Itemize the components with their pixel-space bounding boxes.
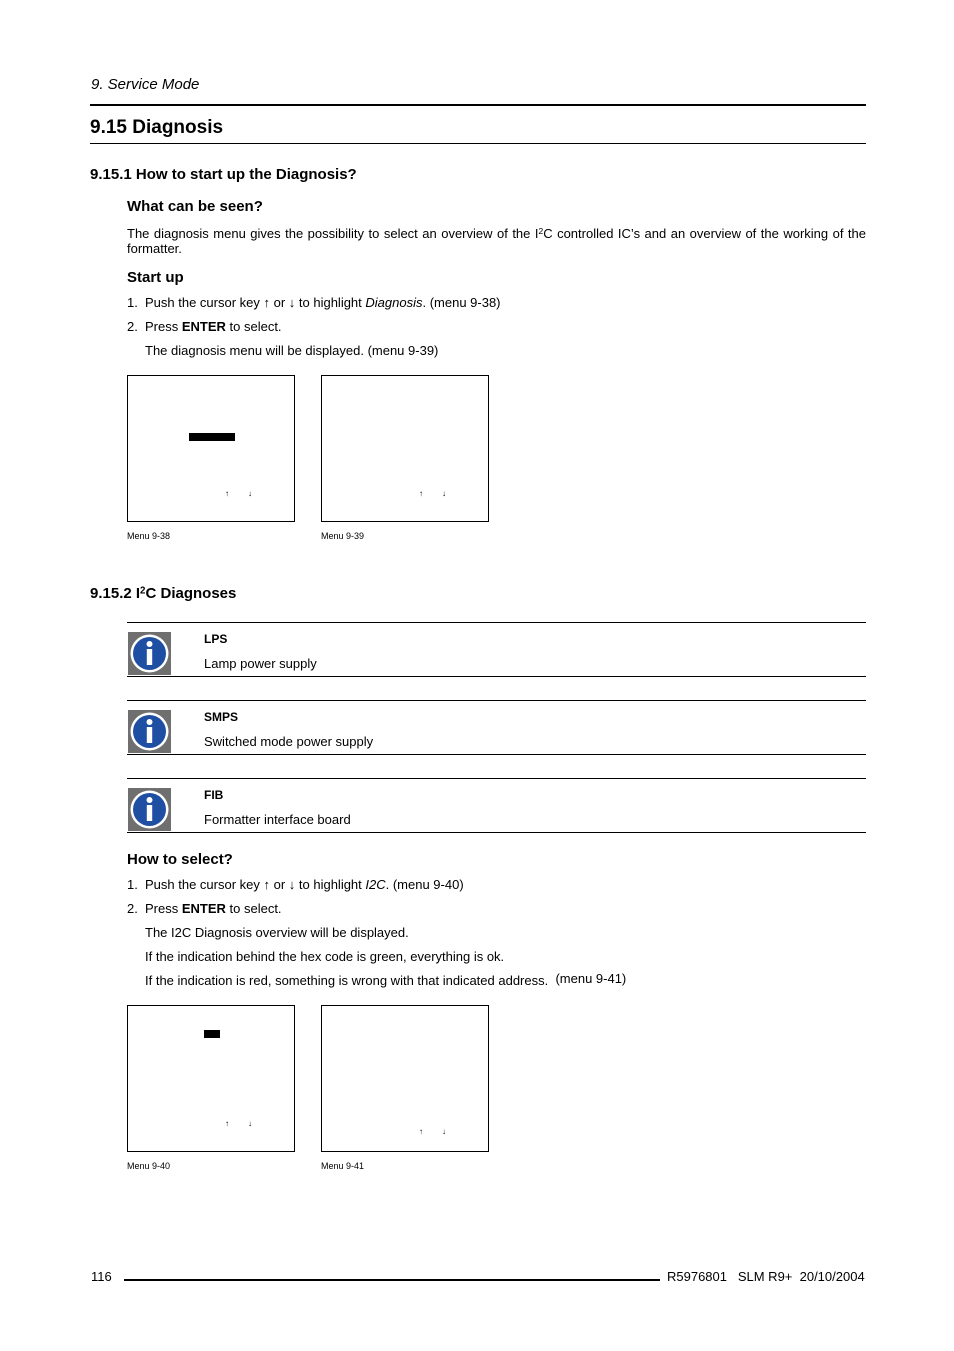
start-up-heading: Start up xyxy=(127,269,184,286)
down-arrow-icon: ↓ xyxy=(248,1119,252,1128)
menu-caption: Menu 9-38 xyxy=(127,531,171,541)
info-icon xyxy=(128,632,171,675)
highlight-bar xyxy=(204,1030,220,1038)
startup-step-1: 1. Push the cursor key ↑ or ↓ to highlight Diagnosis. (menu 9-38) xyxy=(127,295,501,310)
note-lps xyxy=(127,622,866,677)
select-result-2: If the indication behind the hex code is green, everything is ok. xyxy=(145,949,505,964)
what-can-be-seen-heading: What can be seen? xyxy=(127,198,263,215)
select-step-1: 1. Push the cursor key ↑ or ↓ to highlight I2C. (menu 9-40) xyxy=(127,877,464,892)
menu-caption: Menu 9-40 xyxy=(127,1161,171,1171)
down-arrow-icon: ↓ xyxy=(248,489,252,498)
header-rule xyxy=(90,104,866,106)
note-title: FIB xyxy=(204,788,224,802)
select-result-3: If the indication is red, something is wrong with that indicated address. (menu 9-41) xyxy=(145,971,627,988)
down-arrow-icon: ↓ xyxy=(442,1127,446,1136)
up-arrow-icon: ↑ xyxy=(419,1127,423,1136)
note-text: Formatter interface board xyxy=(204,812,351,827)
document-reference: R5976801 SLM R9+ 20/10/2004 xyxy=(667,1269,865,1284)
menu-caption: Menu 9-39 xyxy=(321,531,365,541)
startup-result: The diagnosis menu will be displayed. (menu 9-39) xyxy=(145,343,439,358)
menu-9-41-screenshot xyxy=(321,1005,489,1152)
subsection-title-2: 9.15.2 $I^2C$ Diagnoses xyxy=(90,585,237,602)
note-text: Lamp power supply xyxy=(204,656,317,671)
note-title: SMPS xyxy=(204,710,239,724)
chapter-header: 9. Service Mode xyxy=(91,76,200,93)
startup-step-2: 2. Press ENTER to select. xyxy=(127,319,282,334)
note-fib xyxy=(127,778,866,833)
highlight-bar xyxy=(189,433,235,441)
subsection-title-1: 9.15.1 How to start up the Diagnosis? xyxy=(90,166,357,183)
info-icon xyxy=(128,710,171,753)
section-title: 9.15 Diagnosis xyxy=(90,117,224,138)
note-smps xyxy=(127,700,866,755)
note-title: LPS xyxy=(204,632,228,646)
menu-9-39-screenshot xyxy=(321,375,489,522)
what-can-be-seen-text: The diagnosis menu gives the possibility to select an overview of the $I^2C$ controlled IC’s and an overview of the working of the formatter. xyxy=(127,225,866,256)
footer-rule xyxy=(124,1279,660,1281)
menu-caption: Menu 9-41 xyxy=(321,1161,365,1171)
page-number: 116 xyxy=(91,1269,112,1284)
info-icon xyxy=(128,788,171,831)
menu-9-40-screenshot xyxy=(127,1005,295,1152)
up-arrow-icon: ↑ xyxy=(225,1119,229,1128)
section-title-rule xyxy=(90,143,866,144)
down-arrow-icon: ↓ xyxy=(442,489,446,498)
select-result-1: The I2C Diagnosis overview will be displayed. xyxy=(145,925,409,940)
menu-9-38-screenshot xyxy=(127,375,295,522)
up-arrow-icon: ↑ xyxy=(225,489,229,498)
note-text: Switched mode power supply xyxy=(204,734,374,749)
select-step-2: 2. Press ENTER to select. xyxy=(127,901,282,916)
how-to-select-heading: How to select? xyxy=(127,851,233,868)
up-arrow-icon: ↑ xyxy=(419,489,423,498)
